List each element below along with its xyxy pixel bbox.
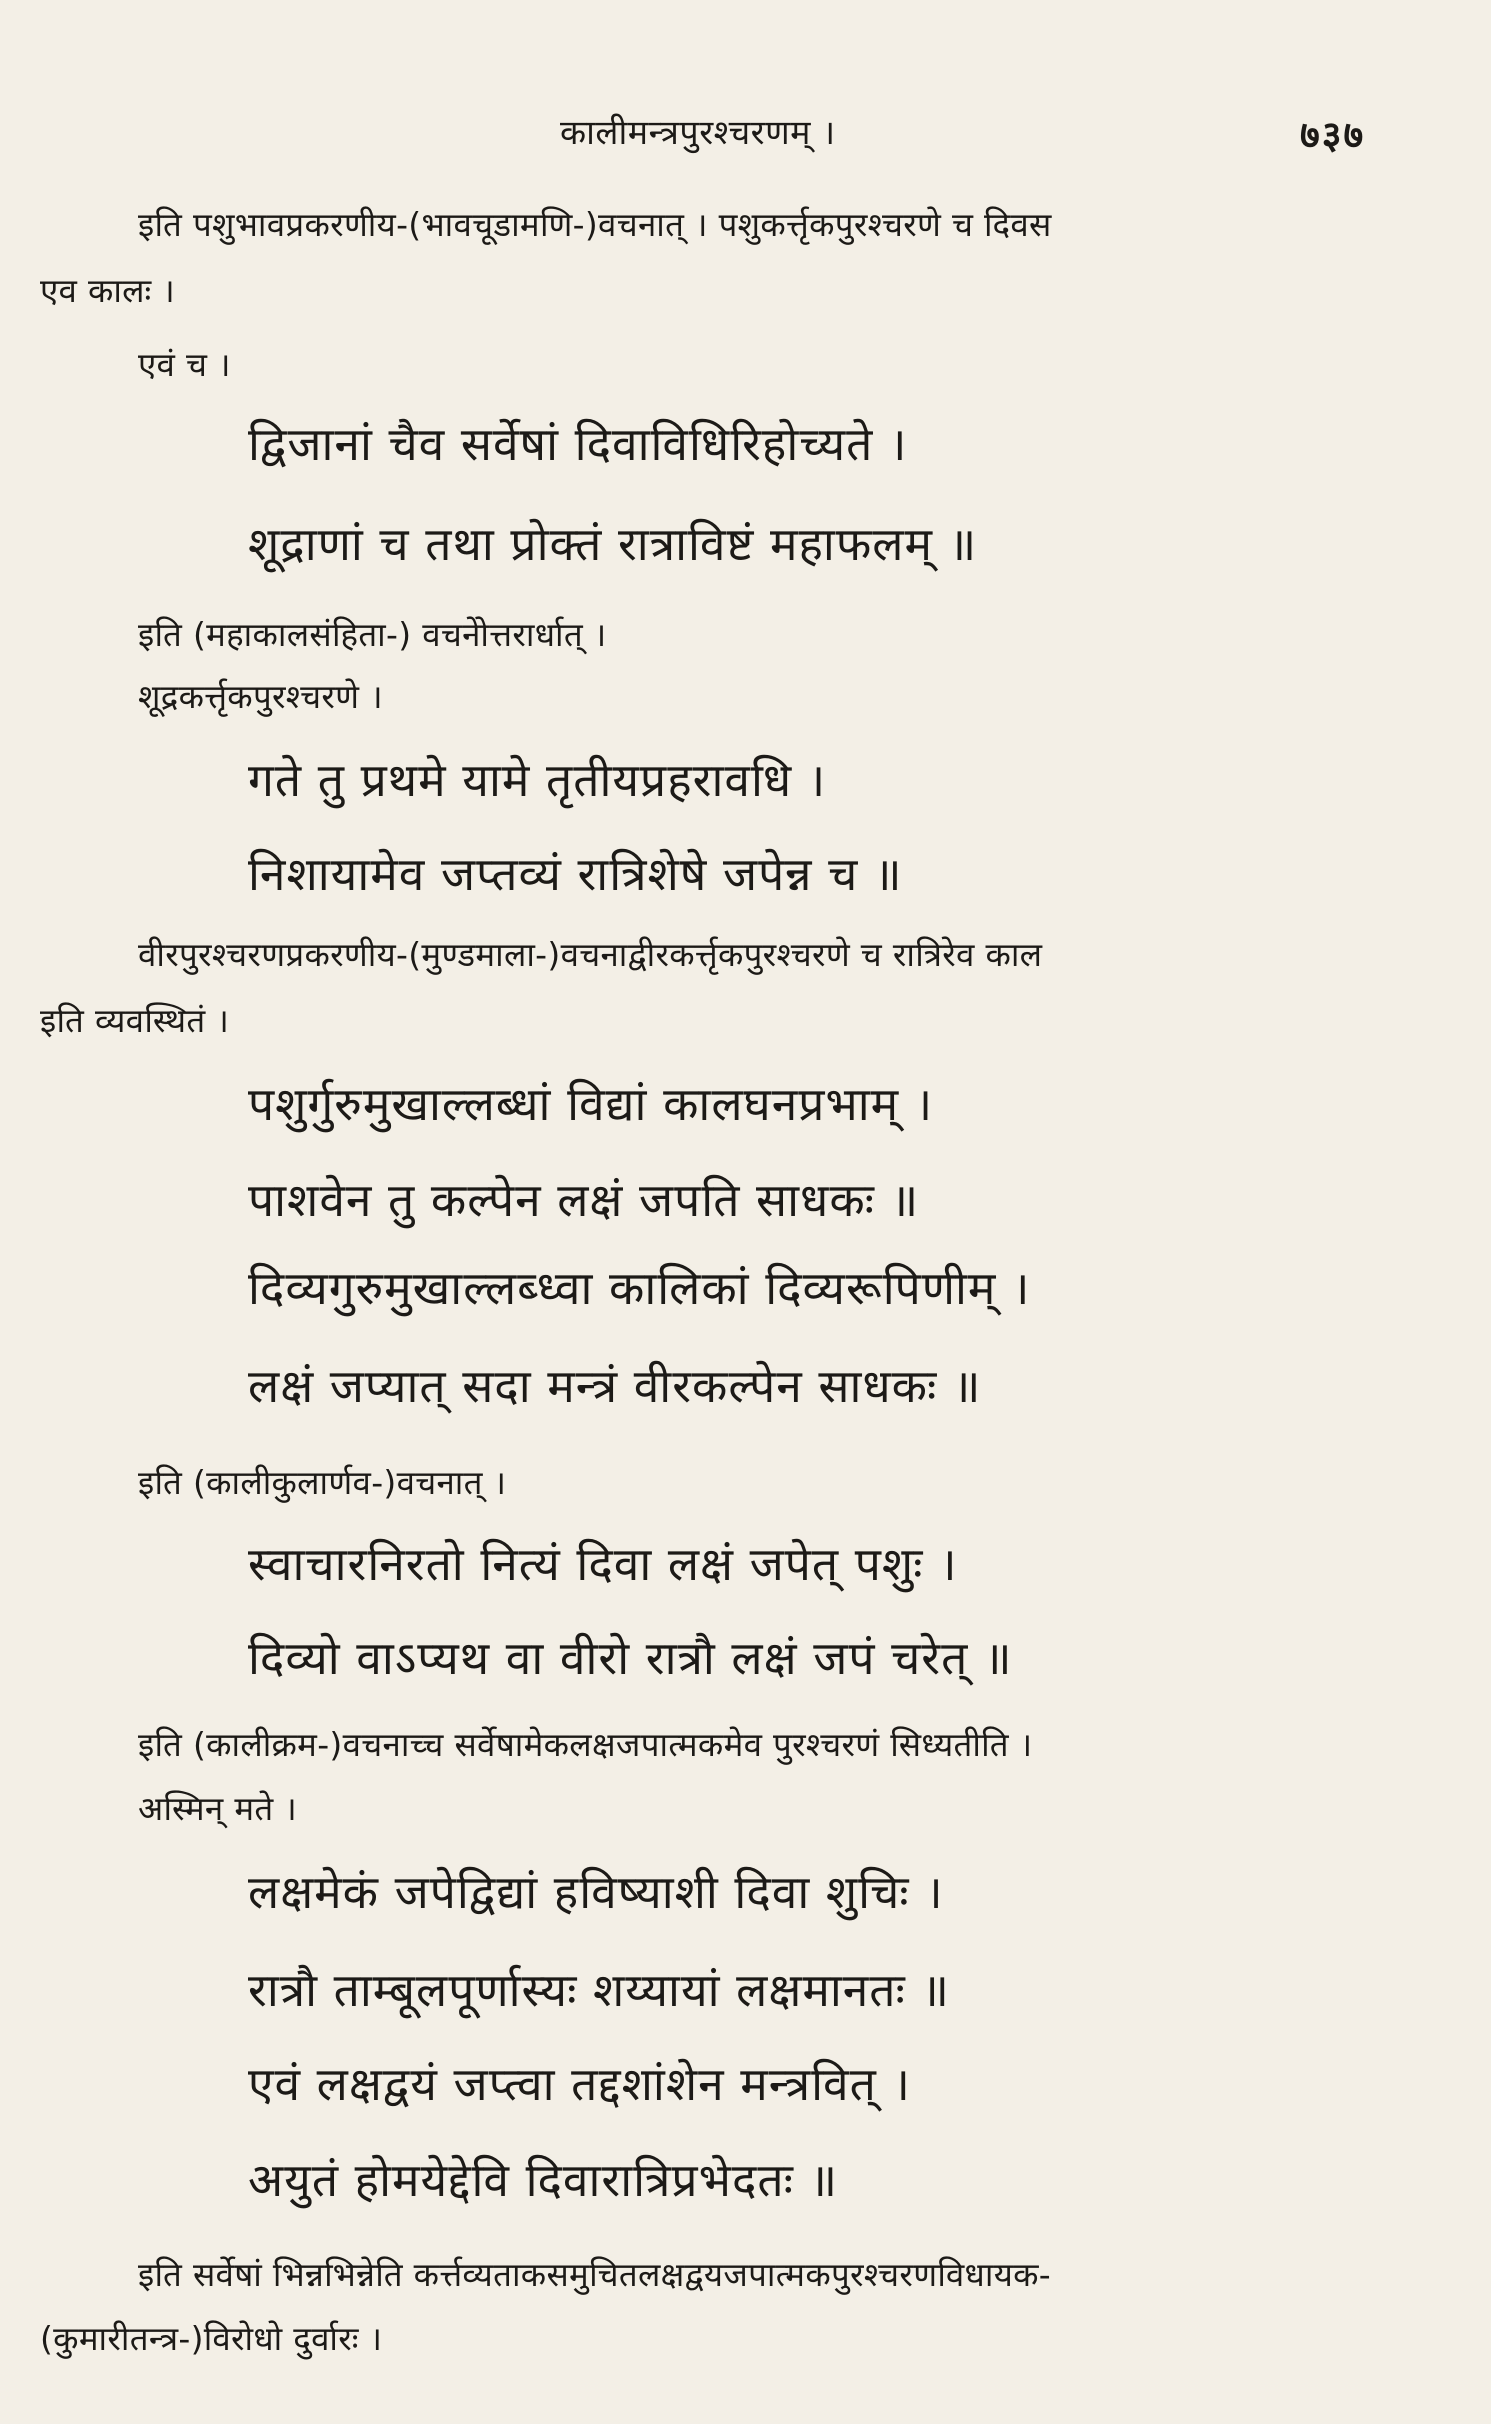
prose-line: इति सर्वेषां भिन्नभिन्नेति कर्त्तव्यताकसमुचितलक्षद्वयजपात्मकपुरश्चरणविधायक- — [138, 2255, 1051, 2294]
prose-line: इति (कालीकुलार्णव-)वचनात् । — [138, 1463, 507, 1502]
verse-line: एवं लक्षद्वयं जप्त्वा तद्दशांशेन मन्त्रवित् । — [248, 2057, 911, 2111]
verse-line: द्विजानां चैव सर्वेषां दिवाविधिरिहोच्यते । — [248, 417, 908, 471]
verse-line: स्वाचारनिरतो नित्यं दिवा लक्षं जपेत् पशुः । — [248, 1537, 958, 1591]
verse-line: अयुतं होमयेद्देवि दिवारात्रिप्रभेदतः ॥ — [248, 2153, 839, 2207]
prose-line: एव कालः । — [40, 271, 176, 310]
verse-line: दिव्यगुरुमुखाल्लब्ध्वा कालिकां दिव्यरूपिणीम् । — [248, 1261, 1031, 1315]
prose-line: अस्मिन् मते । — [138, 1789, 298, 1828]
verse-line: निशायामेव जप्तव्यं रात्रिशेषे जपेन्न च ॥ — [248, 847, 903, 901]
verse-line: पाशवेन तु कल्पेन लक्षं जपति साधकः ॥ — [248, 1173, 920, 1227]
page-number: ७३७ — [1300, 113, 1366, 157]
prose-line: इति (महाकालसंहिता-) वचनेोत्तरार्धात् । — [138, 615, 607, 654]
verse-line: पशुर्गुरुमुखाल्लब्धां विद्यां कालघनप्रभाम् । — [248, 1077, 934, 1131]
verse-line: शूद्राणां च तथा प्रोक्तं रात्राविष्टं महाफलम् ॥ — [248, 517, 978, 571]
running-head: कालीमन्त्रपुरश्चरणम् । — [560, 113, 836, 153]
verse-line: दिव्यो वाऽप्यथ वा वीरो रात्रौ लक्षं जपं चरेत् ॥ — [248, 1631, 1013, 1685]
prose-line: शूद्रकर्त्तृकपुरश्चरणे । — [138, 677, 383, 716]
verse-line: रात्रौ ताम्बूलपूर्णास्यः शय्यायां लक्षमानतः ॥ — [248, 1963, 950, 2017]
prose-line: इति पशुभावप्रकरणीय-(भावचूडामणि-)वचनात् । पशुकर्त्तृकपुरश्चरणे च दिवस — [138, 205, 1052, 244]
prose-line: वीरपुरश्चरणप्रकरणीय-(मुण्डमाला-)वचनाद्वीरकर्त्तृकपुरश्चरणे च रात्रिरेव काल — [138, 935, 1043, 974]
prose-line: इति (कालीक्रम-)वचनाच्च सर्वेषामेकलक्षजपात्मकमेव पुरश्चरणं सिध्यतीति । — [138, 1725, 1033, 1764]
verse-line: लक्षमेकं जपेद्विद्यां हविष्याशी दिवा शुचिः । — [248, 1865, 944, 1919]
verse-line: गते तु प्रथमे यामे तृतीयप्रहरावधि । — [248, 753, 827, 807]
prose-line: (कुमारीतन्त्र-)विरोधो दुर्वारः । — [40, 2319, 383, 2358]
prose-line: इति व्यवस्थितं । — [40, 1001, 230, 1040]
prose-line: एवं च । — [138, 345, 231, 384]
verse-line: लक्षं जप्यात् सदा मन्त्रं वीरकल्पेन साधकः ॥ — [248, 1359, 982, 1413]
